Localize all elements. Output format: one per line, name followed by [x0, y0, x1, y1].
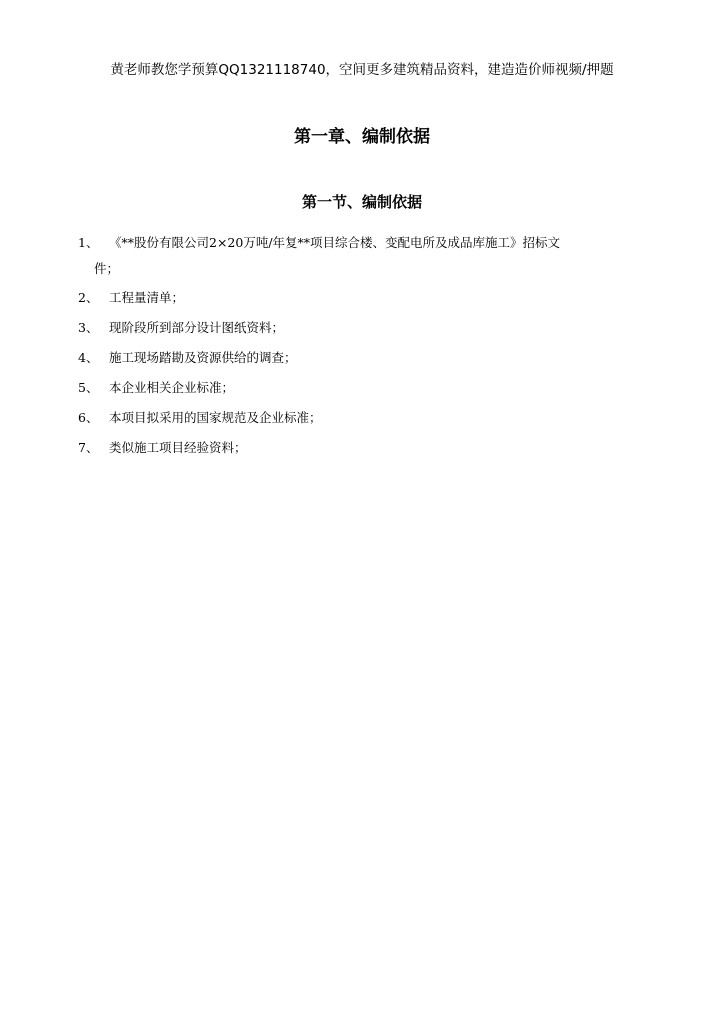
list-item [78, 232, 650, 280]
list-item [78, 347, 650, 369]
list-item [78, 317, 650, 339]
list-item-number: 1、 [78, 235, 99, 250]
list-item-text: 《**股份有限公司2×20万吨/年复**项目综合楼、变配电所及成品库施工》招标文 [109, 235, 561, 250]
section-title: 第一节、编制依据 [301, 193, 422, 211]
list-item-text: 类似施工项目经验资料； [109, 440, 247, 455]
list-item-number: 7、 [78, 440, 99, 455]
list-item [78, 287, 650, 309]
list-item [78, 407, 650, 429]
list-item-number: 4、 [78, 350, 99, 365]
basis-list [78, 232, 650, 467]
header-note: 黄老师教您学预算QQ1321118740，空间更多建筑精品资料，建造造价师视频/押题 [110, 62, 614, 78]
list-item-number: 5、 [78, 380, 99, 395]
list-item [78, 437, 650, 459]
list-item-text: 施工现场踏勘及资源供给的调查； [109, 350, 297, 365]
list-item-text: 现阶段所到部分设计图纸资料； [109, 320, 285, 335]
chapter-title: 第一章、编制依据 [294, 127, 430, 147]
list-item-number: 3、 [78, 320, 99, 335]
list-item-text: 工程量清单； [109, 290, 185, 305]
list-item [78, 377, 650, 399]
list-item-number: 6、 [78, 410, 99, 425]
list-item-continuation: 件； [94, 261, 120, 276]
list-item-text: 本企业相关企业标准； [109, 380, 235, 395]
list-item-number: 2、 [78, 290, 99, 305]
list-item-text: 本项目拟采用的国家规范及企业标准； [109, 410, 322, 425]
